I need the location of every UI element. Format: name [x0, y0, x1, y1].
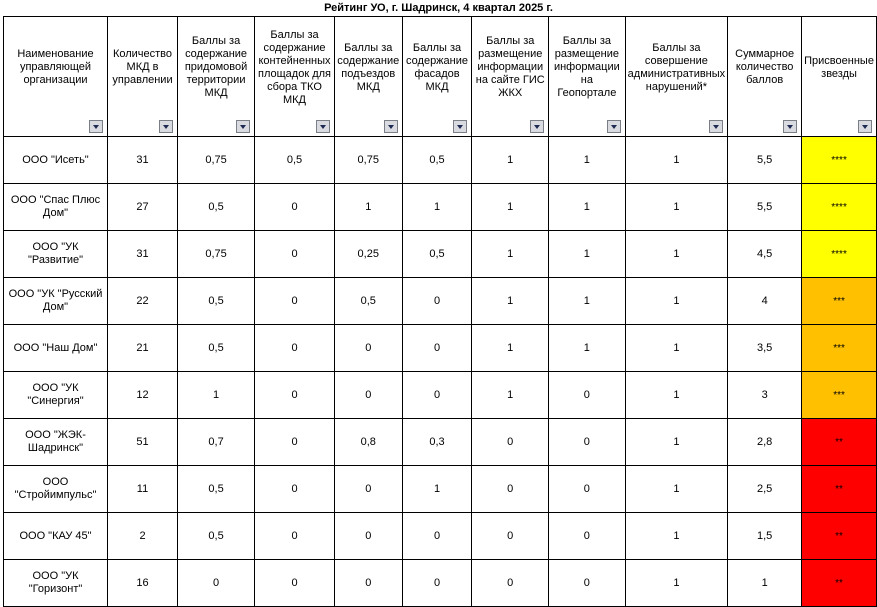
filter-dropdown-icon[interactable] [453, 120, 467, 133]
cell-facades[interactable]: 0 [402, 278, 472, 325]
cell-facades[interactable]: 0 [402, 560, 472, 607]
cell-total[interactable]: 2,8 [728, 419, 802, 466]
column-header-10 [802, 17, 877, 137]
column-header-label: Баллы за размещение информации на сайте ГИС ЖКХ [475, 35, 545, 99]
column-header-label: Баллы за содержание подъездов МКД [337, 41, 400, 93]
cell-facades[interactable]: 1 [402, 184, 472, 231]
cell-mkd[interactable]: 31 [107, 231, 177, 278]
cell-mkd[interactable]: 11 [107, 466, 177, 513]
column-header-label: Суммарное количество баллов [735, 48, 795, 86]
cell-mkd[interactable]: 12 [107, 372, 177, 419]
cell-name[interactable]: ООО "Наш Дом" [4, 325, 108, 372]
cell-gis[interactable]: 1 [472, 372, 549, 419]
cell-gis[interactable]: 1 [472, 184, 549, 231]
cell-geo[interactable]: 1 [549, 184, 626, 231]
filter-dropdown-icon[interactable] [783, 120, 797, 133]
filter-dropdown-icon[interactable] [236, 120, 250, 133]
cell-territory[interactable]: 0,7 [178, 419, 255, 466]
column-header-label: Присвоенные звезды [804, 54, 874, 80]
cell-total[interactable]: 1,5 [728, 513, 802, 560]
column-header-6 [472, 17, 549, 137]
cell-entrances[interactable]: 0,75 [334, 137, 402, 184]
cell-name[interactable]: ООО "УК "Синергия" [4, 372, 108, 419]
cell-geo[interactable]: 0 [549, 466, 626, 513]
cell-stars[interactable]: ** [802, 513, 877, 560]
cell-geo[interactable]: 1 [549, 137, 626, 184]
table-row [4, 325, 877, 372]
table-row [4, 231, 877, 278]
cell-name[interactable]: ООО "Спас Плюс Дом" [4, 184, 108, 231]
cell-tko[interactable]: 0 [255, 513, 335, 560]
sheet-title: Рейтинг УО, г. Шадринск, 4 квартал 2025 г. [324, 2, 553, 14]
cell-geo[interactable]: 1 [549, 278, 626, 325]
cell-facades[interactable]: 0 [402, 325, 472, 372]
cell-tko[interactable]: 0 [255, 325, 335, 372]
cell-facades[interactable]: 0 [402, 372, 472, 419]
filter-dropdown-icon[interactable] [384, 120, 398, 133]
cell-violations[interactable]: 1 [625, 372, 728, 419]
column-header-label: Баллы за содержание придомовой территории МКД [184, 35, 248, 99]
cell-total[interactable]: 1 [728, 560, 802, 607]
filter-dropdown-icon[interactable] [89, 120, 103, 133]
filter-dropdown-icon[interactable] [316, 120, 330, 133]
cell-mkd[interactable]: 51 [107, 419, 177, 466]
cell-geo[interactable]: 0 [549, 560, 626, 607]
table-row [4, 184, 877, 231]
cell-facades[interactable]: 0,5 [402, 231, 472, 278]
column-header-7 [549, 17, 626, 137]
column-header-label: Баллы за размещение информации на Геопортале [553, 35, 620, 99]
cell-name[interactable]: ООО "ЖЭК-Шадринск" [4, 419, 108, 466]
cell-total[interactable]: 3 [728, 372, 802, 419]
cell-stars[interactable]: **** [802, 184, 877, 231]
cell-stars[interactable]: *** [802, 372, 877, 419]
cell-gis[interactable]: 1 [472, 278, 549, 325]
cell-mkd[interactable]: 31 [107, 137, 177, 184]
filter-dropdown-icon[interactable] [159, 120, 173, 133]
rating-table [3, 16, 877, 607]
column-header-0 [4, 17, 108, 137]
cell-mkd[interactable]: 27 [107, 184, 177, 231]
cell-geo[interactable]: 0 [549, 513, 626, 560]
table-body [4, 137, 877, 607]
cell-name[interactable]: ООО "КАУ 45" [4, 513, 108, 560]
cell-violations[interactable]: 1 [625, 325, 728, 372]
cell-total[interactable]: 4,5 [728, 231, 802, 278]
cell-stars[interactable]: **** [802, 231, 877, 278]
cell-gis[interactable]: 0 [472, 513, 549, 560]
cell-mkd[interactable]: 21 [107, 325, 177, 372]
cell-geo[interactable]: 0 [549, 419, 626, 466]
table-row [4, 466, 877, 513]
cell-territory[interactable]: 0,5 [178, 466, 255, 513]
table-row [4, 513, 877, 560]
column-header-label: Количество МКД в управлении [112, 48, 173, 86]
cell-violations[interactable]: 1 [625, 419, 728, 466]
cell-total[interactable]: 4 [728, 278, 802, 325]
cell-geo[interactable]: 1 [549, 231, 626, 278]
cell-entrances[interactable]: 0,8 [334, 419, 402, 466]
cell-territory[interactable]: 0 [178, 560, 255, 607]
cell-territory[interactable]: 0,5 [178, 184, 255, 231]
cell-tko[interactable]: 0 [255, 466, 335, 513]
cell-gis[interactable]: 0 [472, 419, 549, 466]
cell-violations[interactable]: 1 [625, 278, 728, 325]
column-header-1 [107, 17, 177, 137]
filter-dropdown-icon[interactable] [607, 120, 621, 133]
cell-gis[interactable]: 0 [472, 560, 549, 607]
column-header-3 [255, 17, 335, 137]
cell-facades[interactable]: 0,5 [402, 137, 472, 184]
filter-dropdown-icon[interactable] [530, 120, 544, 133]
cell-entrances[interactable]: 0 [334, 513, 402, 560]
cell-name[interactable]: ООО "Стройимпульс" [4, 466, 108, 513]
cell-mkd[interactable]: 22 [107, 278, 177, 325]
column-header-8 [625, 17, 728, 137]
cell-territory[interactable]: 0,5 [178, 513, 255, 560]
cell-name[interactable]: ООО "УК "Горизонт" [4, 560, 108, 607]
cell-geo[interactable]: 0 [549, 372, 626, 419]
cell-facades[interactable]: 1 [402, 466, 472, 513]
cell-violations[interactable]: 1 [625, 560, 728, 607]
cell-tko[interactable]: 0 [255, 184, 335, 231]
cell-entrances[interactable]: 0,5 [334, 278, 402, 325]
cell-tko[interactable]: 0,5 [255, 137, 335, 184]
cell-territory[interactable]: 0,75 [178, 137, 255, 184]
cell-entrances[interactable]: 0 [334, 466, 402, 513]
cell-gis[interactable]: 0 [472, 466, 549, 513]
column-header-5 [402, 17, 472, 137]
column-header-label: Наименование управляющей организации [17, 48, 94, 86]
cell-stars[interactable]: *** [802, 278, 877, 325]
cell-stars[interactable]: ** [802, 560, 877, 607]
table-row [4, 419, 877, 466]
table-row [4, 137, 877, 184]
column-header-label: Баллы за содержание фасадов МКД [406, 41, 468, 93]
cell-geo[interactable]: 1 [549, 325, 626, 372]
table-row [4, 278, 877, 325]
cell-total[interactable]: 2,5 [728, 466, 802, 513]
cell-facades[interactable]: 0,3 [402, 419, 472, 466]
cell-name[interactable]: ООО "УК "Русский Дом" [4, 278, 108, 325]
cell-entrances[interactable]: 0 [334, 560, 402, 607]
cell-entrances[interactable]: 1 [334, 184, 402, 231]
cell-territory[interactable]: 1 [178, 372, 255, 419]
cell-mkd[interactable]: 2 [107, 513, 177, 560]
cell-violations[interactable]: 1 [625, 137, 728, 184]
column-header-label: Баллы за содержание контейненных площадок для сбора ТКО МКД [258, 28, 331, 106]
cell-total[interactable]: 3,5 [728, 325, 802, 372]
cell-entrances[interactable]: 0 [334, 372, 402, 419]
cell-total[interactable]: 5,5 [728, 137, 802, 184]
cell-stars[interactable]: ** [802, 419, 877, 466]
cell-violations[interactable]: 1 [625, 513, 728, 560]
cell-violations[interactable]: 1 [625, 466, 728, 513]
cell-tko[interactable]: 0 [255, 278, 335, 325]
cell-name[interactable]: ООО "УК "Развитие" [4, 231, 108, 278]
table-row [4, 372, 877, 419]
cell-stars[interactable]: *** [802, 325, 877, 372]
cell-name[interactable]: ООО "Исеть" [4, 137, 108, 184]
cell-tko[interactable]: 0 [255, 372, 335, 419]
filter-dropdown-icon[interactable] [709, 120, 723, 133]
column-header-9 [728, 17, 802, 137]
cell-entrances[interactable]: 0,25 [334, 231, 402, 278]
column-header-4 [334, 17, 402, 137]
cell-territory[interactable]: 0,75 [178, 231, 255, 278]
table-row [4, 560, 877, 607]
cell-violations[interactable]: 1 [625, 231, 728, 278]
column-header-label: Баллы за совершение административных нарушений* [627, 41, 726, 93]
cell-tko[interactable]: 0 [255, 419, 335, 466]
cell-entrances[interactable]: 0 [334, 325, 402, 372]
cell-tko[interactable]: 0 [255, 560, 335, 607]
cell-gis[interactable]: 1 [472, 231, 549, 278]
header-row [4, 17, 877, 137]
cell-stars[interactable]: ** [802, 466, 877, 513]
cell-gis[interactable]: 1 [472, 137, 549, 184]
filter-dropdown-icon[interactable] [858, 120, 872, 133]
cell-territory[interactable]: 0,5 [178, 278, 255, 325]
cell-gis[interactable]: 1 [472, 325, 549, 372]
cell-mkd[interactable]: 16 [107, 560, 177, 607]
cell-violations[interactable]: 1 [625, 184, 728, 231]
cell-tko[interactable]: 0 [255, 231, 335, 278]
cell-territory[interactable]: 0,5 [178, 325, 255, 372]
cell-total[interactable]: 5,5 [728, 184, 802, 231]
cell-stars[interactable]: **** [802, 137, 877, 184]
column-header-2 [178, 17, 255, 137]
cell-facades[interactable]: 0 [402, 513, 472, 560]
